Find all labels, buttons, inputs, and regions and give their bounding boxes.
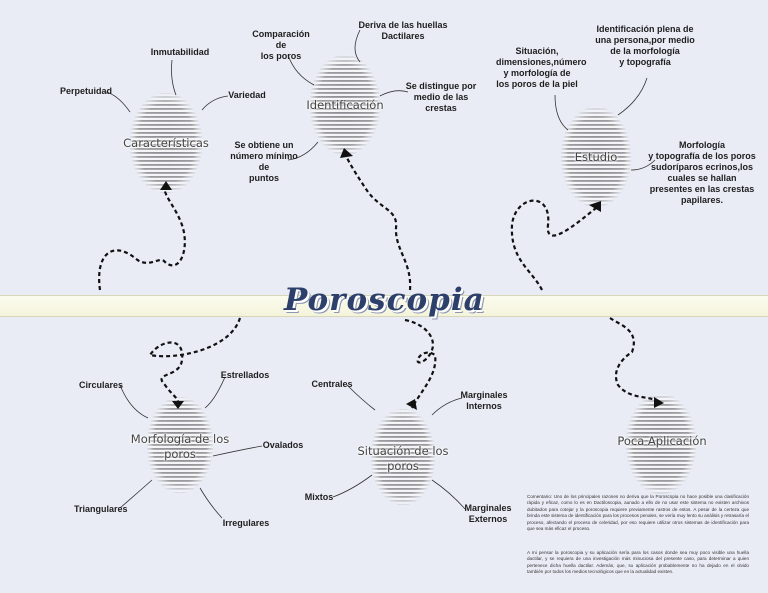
label-ovalados: Ovalados [262, 440, 304, 450]
label-triangulares: Triangulares [74, 504, 128, 514]
label-variedad: Variedad [228, 90, 266, 100]
node-situacion[interactable]: Situación de los poros [357, 444, 449, 473]
comment-paragraph-2: A mi pensar la poroscopia y su aplicación sería para los casos donde sea muy poco visible una huella dactilar, y se requiera de una investigación más minuciosa del presente caso, para determinar a quien pertenece dicha huella dactilar. Además, que, su aplicación probablemente no ha dejado en el olvido también por todos los medios tecnológicos que en la actualidad existen. [527, 550, 749, 575]
node-morfologia[interactable]: Morfología de los poros [130, 432, 230, 461]
label-deriva-huellas: Deriva de las huellas Dactilares [358, 20, 448, 41]
label-mixtos: Mixtos [304, 492, 334, 502]
label-comparacion-poros: Comparación de los poros [252, 29, 310, 61]
label-marginales-externos: Marginales Externos [464, 503, 512, 524]
label-situacion-dimensiones: Situación, dimensiones,número y morfología de los poros de la piel [496, 46, 587, 89]
node-poca-aplicacion[interactable]: Poca Aplicación [617, 434, 707, 448]
node-identificacion[interactable]: Identificación [306, 98, 384, 112]
label-numero-minimo: Se obtiene un número mínimo de puntos [230, 140, 298, 183]
label-irregulares: Irregulares [222, 518, 270, 528]
main-title: Poroscopia [284, 282, 485, 318]
label-se-distingue: Se distingue por medio de las crestas [405, 81, 477, 113]
label-perpetuidad: Perpetuidad [60, 86, 113, 96]
label-inmutabilidad: Inmutabilidad [150, 47, 210, 57]
comment-paragraph-1: Comentario: Uno de los principales razones no deriva que la Poroscopia no hace posible una clasificación rápida y eficaz, como lo es en Dactiloscopia, aunado a ello de no usar este sistema no existen archivos dubitados para cotejar y la poroscopia requiere previamente rastros de estos. A pesar de la certeza que brinda este sistema de identificación para los procesos penales, se vería muy lento su análisis y retrasaría el proceso, afectando el proceso de celeridad, por eso requiere utilizar otros sistemas de identificación para que sea más eficaz el proceso. [527, 494, 749, 532]
label-marginales-internos: Marginales Internos [460, 390, 508, 411]
label-identificacion-plena: Identificación plena de una persona,por medio de la morfología y topografía [595, 24, 695, 67]
node-caracteristicas[interactable]: Características [123, 136, 209, 150]
label-morfologia-topografia: Morfología y topografía de los poros sudoríparos ecrinos,los cuales se hallan presentes en las crestas papilares. [648, 140, 756, 205]
label-circulares: Circulares [78, 380, 124, 390]
node-estudio[interactable]: Estudio [574, 150, 618, 164]
label-estrellados: Estrellados [220, 370, 270, 380]
label-centrales: Centrales [311, 379, 353, 389]
